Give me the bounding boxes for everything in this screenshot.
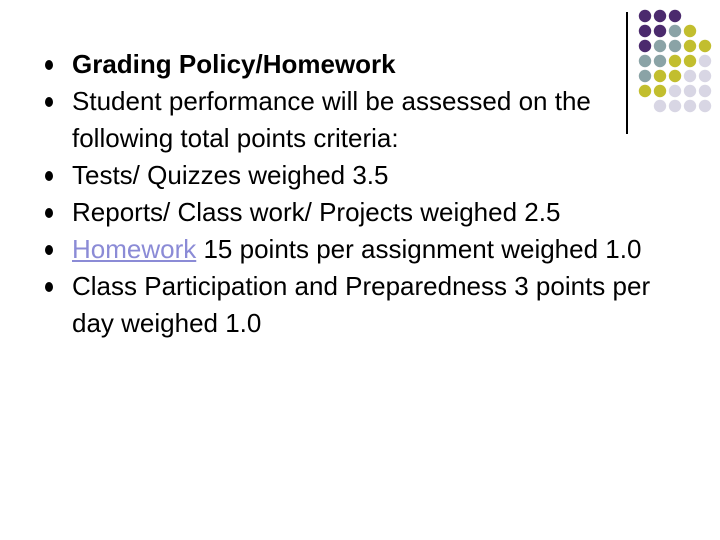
- decorative-dot: [699, 85, 711, 97]
- bullet-icon: [45, 282, 53, 292]
- bullet-icon: [45, 171, 53, 181]
- bullet-text: Reports/ Class work/ Projects weighed 2.5: [72, 197, 561, 227]
- decorative-dot: [654, 10, 666, 22]
- decorative-dot: [684, 100, 696, 112]
- bullet-text: Student performance will be assessed on the following total points criteria:: [72, 86, 591, 153]
- bullet-icon: [45, 97, 53, 107]
- decorative-dot: [684, 25, 696, 37]
- homework-link[interactable]: Homework: [72, 234, 197, 264]
- bullet-reports: [0, 194, 672, 231]
- bullet-tests: [0, 157, 672, 194]
- bullet-text: 15 points per assignment weighed 1.0: [196, 234, 642, 264]
- bullet-icon: [45, 245, 53, 255]
- decorative-dot: [654, 25, 666, 37]
- decorative-dot: [699, 70, 711, 82]
- bullet-participation: [0, 268, 672, 342]
- decorative-dot: [699, 100, 711, 112]
- bullet-icon: [45, 60, 53, 70]
- decorative-dot: [684, 85, 696, 97]
- decorative-dot: [669, 25, 681, 37]
- bullet-assessment: [0, 83, 672, 157]
- decorative-dot: [669, 10, 681, 22]
- bullet-heading: [0, 46, 672, 83]
- decorative-dot: [684, 55, 696, 67]
- decorative-dot: [684, 40, 696, 52]
- decorative-dot: [639, 10, 651, 22]
- bullet-text: Tests/ Quizzes weighed 3.5: [72, 160, 389, 190]
- decorative-dot: [639, 25, 651, 37]
- bullet-icon: [45, 208, 53, 218]
- bullet-homework: [0, 231, 672, 268]
- decorative-dot: [699, 55, 711, 67]
- bullet-text: Class Participation and Preparedness 3 points per day weighed 1.0: [72, 271, 651, 338]
- decorative-dot: [699, 40, 711, 52]
- decorative-dot: [684, 70, 696, 82]
- bullet-list: [0, 46, 672, 342]
- heading-text: Grading Policy/Homework: [72, 49, 396, 79]
